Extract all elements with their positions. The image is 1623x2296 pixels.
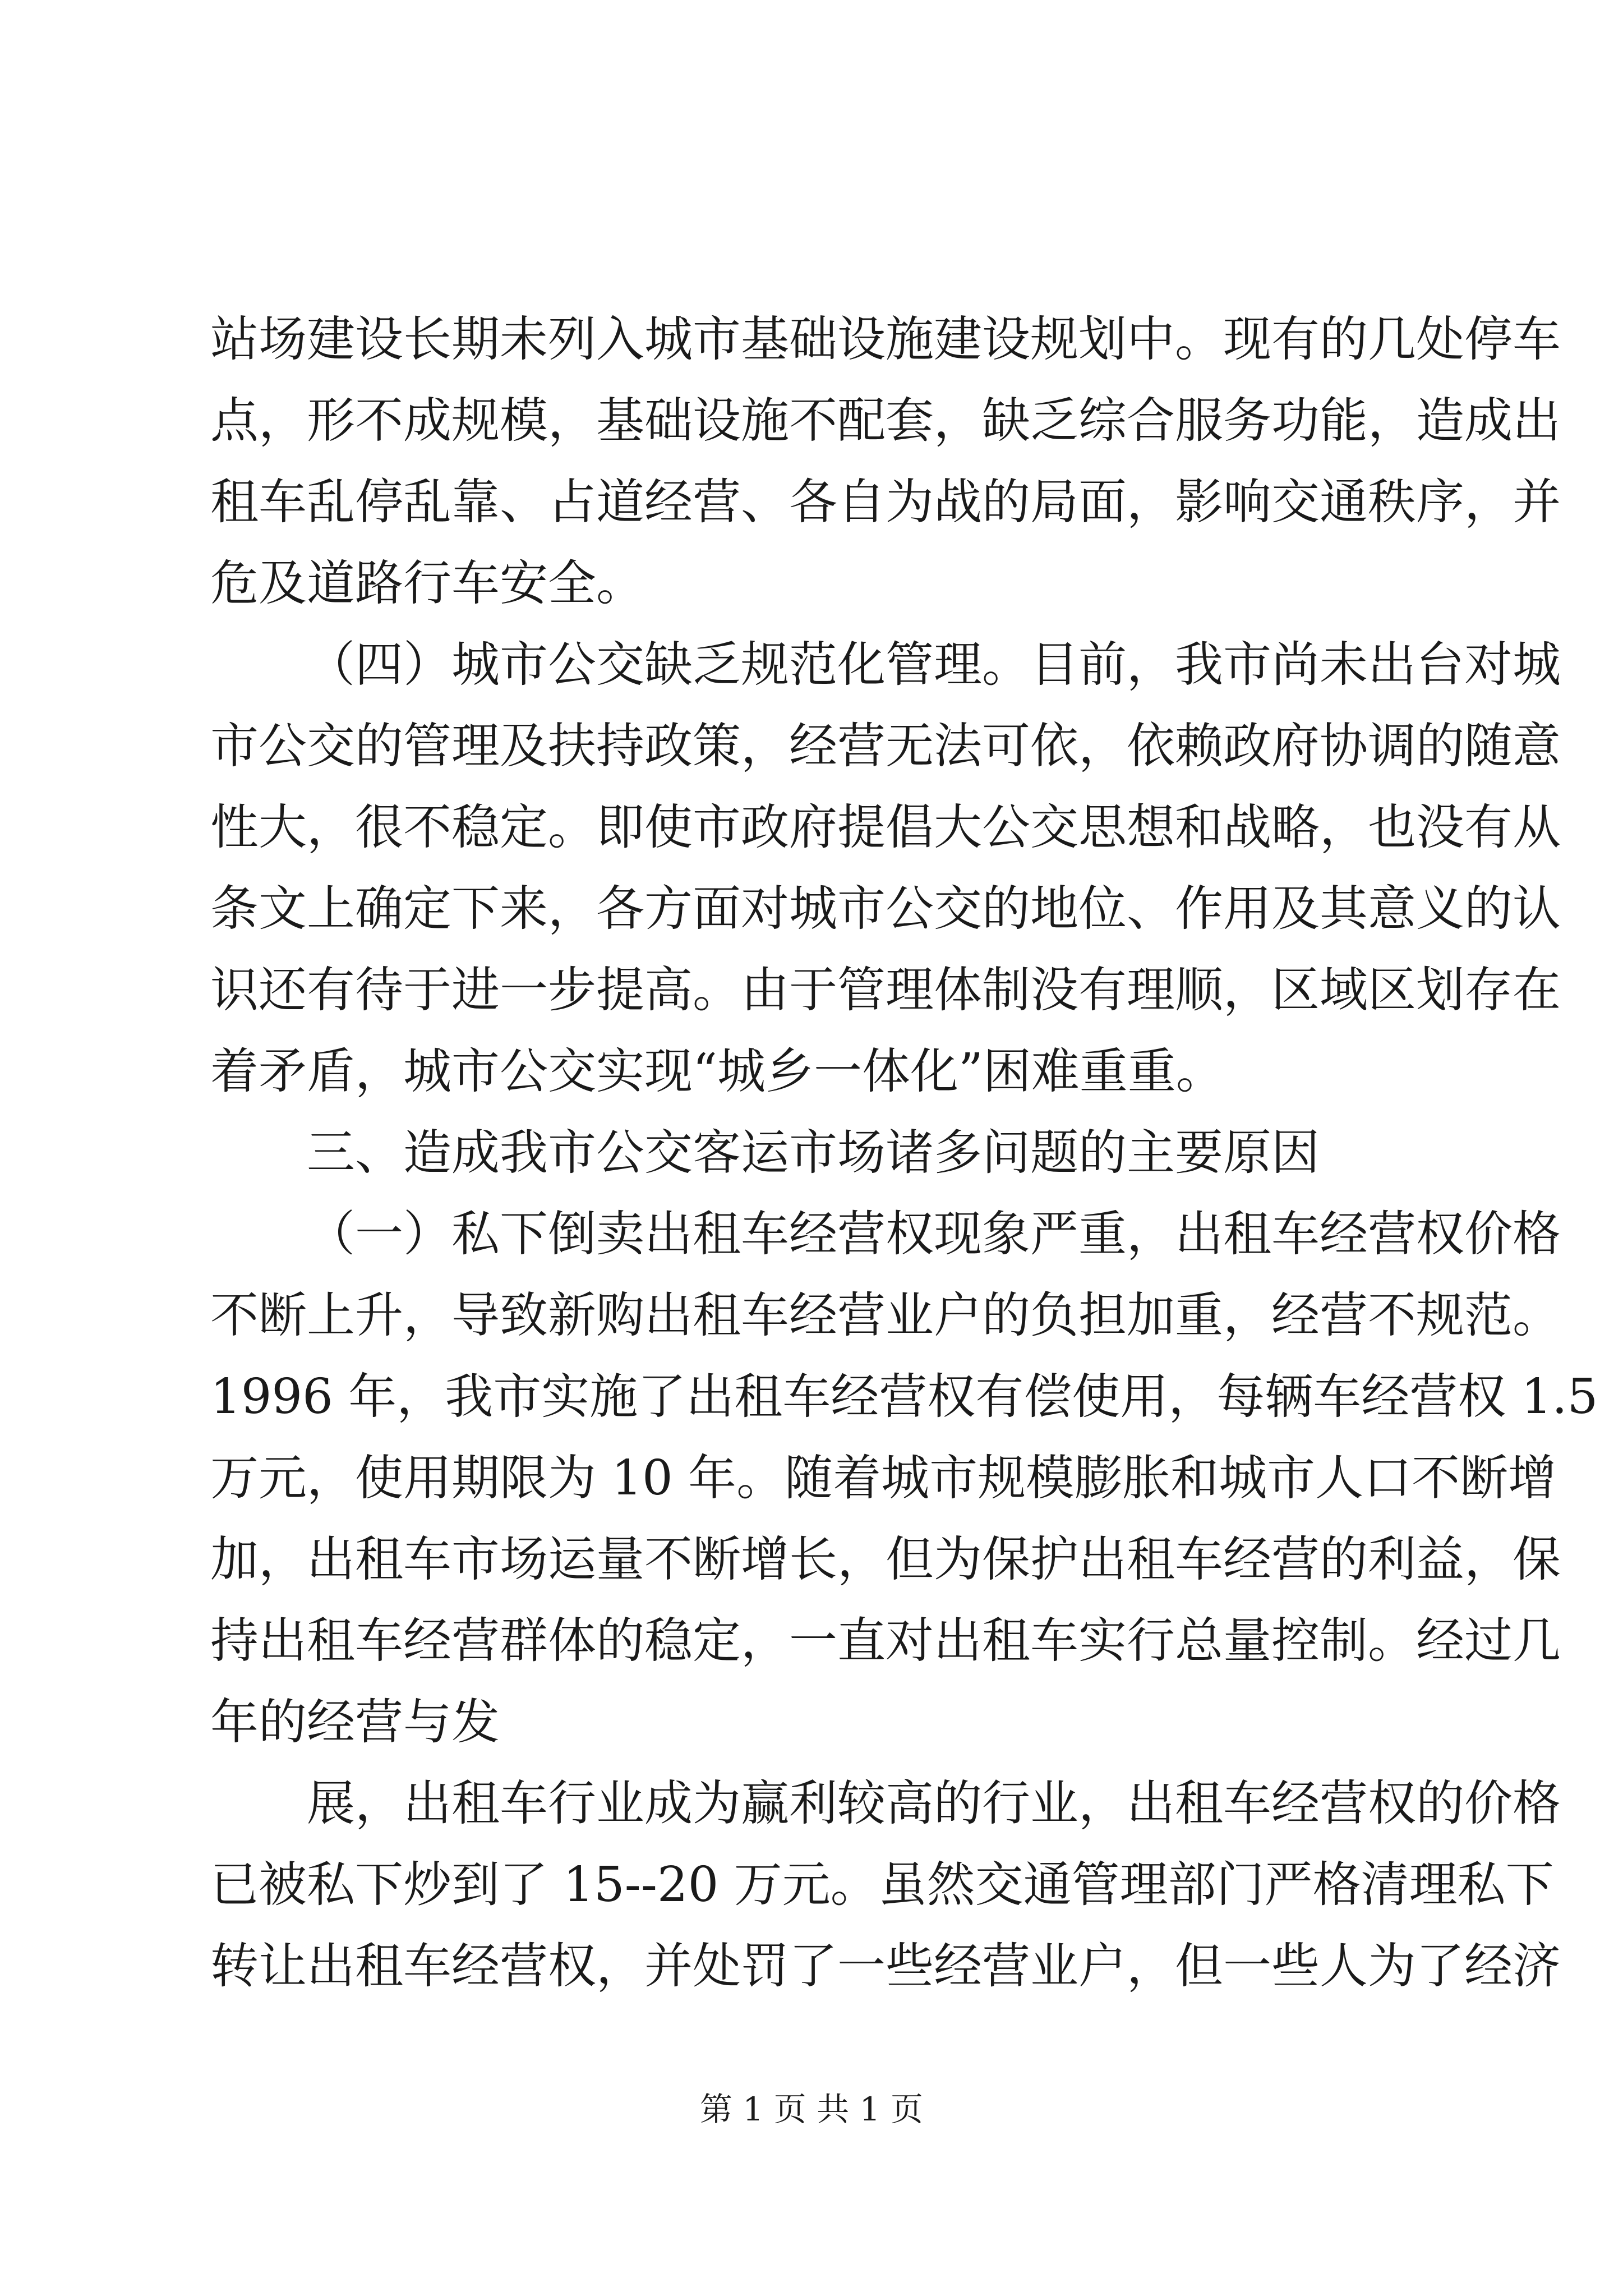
text-line: 条文上确定下来，各方面对城市公交的地位、作用及其意义的认 (210, 881, 1561, 937)
paragraph-start-line: 展，出租车行业成为赢利较高的行业，出租车经营权的价格 (307, 1775, 1561, 1832)
text-line: 1996 年，我市实施了出租车经营权有偿使用，每辆车经营权 1.5 (210, 1369, 1598, 1425)
text-line: 不断上升，导致新购出租车经营业户的负担加重，经营不规范。 (210, 1287, 1561, 1343)
text-line: 性大，很不稳定。即使市政府提倡大公交思想和战略，也没有从 (210, 799, 1561, 855)
text-line: 站场建设长期未列入城市基础设施建设规划中。现有的几处停车 (210, 311, 1561, 367)
text-line: 识还有待于进一步提高。由于管理体制没有理顺，区域区划存在 (210, 962, 1561, 1018)
text-line: 万元，使用期限为 10 年。随着城市规模膨胀和城市人口不断增 (210, 1450, 1557, 1506)
section-heading: 三、造成我市公交客运市场诸多问题的主要原因 (307, 1125, 1320, 1181)
paragraph-start-line: （一）私下倒卖出租车经营权现象严重，出租车经营权价格 (307, 1206, 1561, 1262)
page-number-footer: 第 1 页 共 1 页 (700, 2090, 923, 2128)
text-line: 加，出租车市场运量不断增长，但为保护出租车经营的利益，保 (210, 1531, 1561, 1588)
paragraph-start-line: （四）城市公交缺乏规范化管理。目前，我市尚未出台对城 (307, 637, 1561, 693)
text-line: 持出租车经营群体的稳定，一直对出租车实行总量控制。经过几 (210, 1613, 1561, 1669)
text-line: 点，形不成规模，基础设施不配套，缺乏综合服务功能，造成出 (210, 393, 1561, 449)
text-line: 年的经营与发 (210, 1694, 500, 1750)
text-line: 租车乱停乱靠、占道经营、各自为战的局面，影响交通秩序，并 (210, 474, 1561, 530)
text-line: 已被私下炒到了 15--20 万元。虽然交通管理部门严格清理私下 (210, 1857, 1554, 1913)
text-line: 着矛盾，城市公交实现“城乡一体化”困难重重。 (210, 1043, 1224, 1099)
text-line: 转让出租车经营权，并处罚了一些经营业户，但一些人为了经济 (210, 1938, 1561, 1994)
text-line: 危及道路行车安全。 (210, 555, 644, 611)
text-line: 市公交的管理及扶持政策，经营无法可依，依赖政府协调的随意 (210, 718, 1561, 774)
